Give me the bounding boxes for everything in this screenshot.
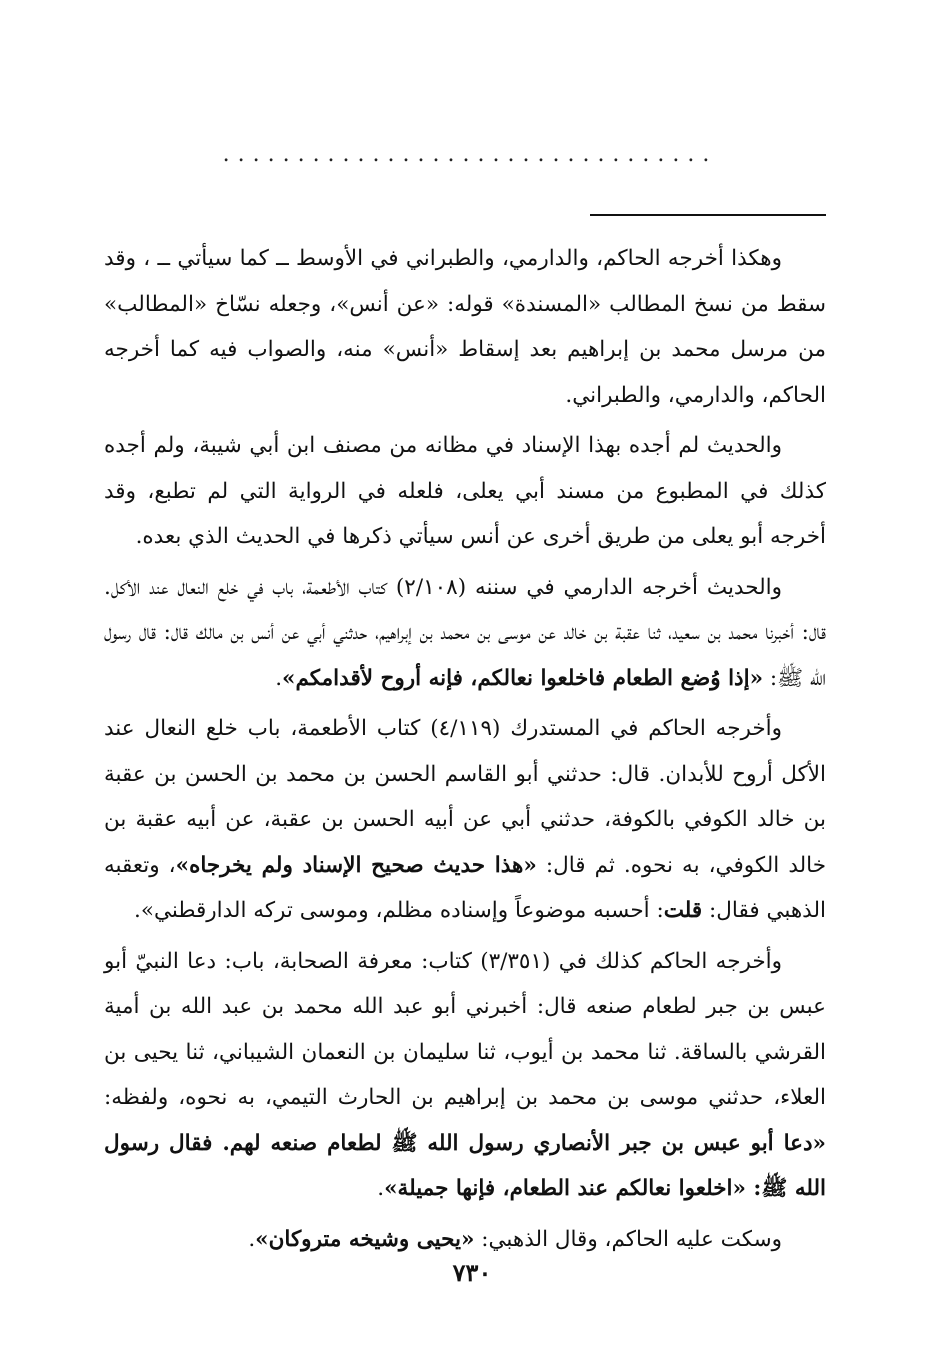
paragraph-text: . [275, 665, 283, 691]
paragraph-3 [104, 565, 826, 702]
paragraph-text: وأخرجه الحاكم كذلك في (٣/٣٥١) كتاب: معرفة الصحابة، باب: دعا النبيّ أبو عبس بن جبر لطعام صنعه قال: أخبرني أبو عبد الله محمد بن عبد الله بن أمية القرشي بالساقة. ثنا محمد بن أيوب، ثنا سليمان بن النعمان الشيباني، ثنا يحيى بن العلاء، حدثني موسى بن محمد بن إبراهيم بن الحارث التيمي، به نحوه، ولفظه: [104, 948, 826, 1110]
dotted-separator: ................................. [222, 142, 718, 167]
footnote-rule [590, 214, 826, 216]
paragraph-5 [104, 939, 826, 1212]
page-number: ٧٣٠ [452, 1258, 492, 1287]
paragraph-text: وسكت عليه الحاكم، وقال الذهبي: [474, 1226, 782, 1252]
paragraph-text: وهكذا أخرجه الحاكم، والدارمي، والطبراني في الأوسط ــ كما سيأتي ــ ، وقد سقط من نسخ المطالب «المسندة» قوله: «عن أنس»، وجعله نسّاخ «المطالب» من مرسل محمد بن إبراهيم بعد إسقاط «أنس» منه، والصواب فيه كما أخرجه الحاكم، والدارمي، والطبراني. [104, 246, 826, 408]
hadith-quote: «دعا أبو عبس بن جبر الأنصاري رسول الله ﷺ لطعام صنعه لهم. فقال رسول الله ﷺ: «اخلعوا نعالكم عند الطعام، فإنها جميلة» [104, 1130, 826, 1201]
paragraph-text: . [377, 1176, 385, 1201]
paragraph-text: وأخرجه الحاكم في المستدرك (٤/١١٩) كتاب الأطعمة، باب خلع النعال عند الأكل أروح للأبدان. قال: حدثني أبو القاسم الحسن بن محمد بن الحسن بن عقبة بن خالد الكوفي بالكوفة، حدثني أبي عن أبيه الحسن بن عقبة، عن أبيه عقبة بن خالد الكوفي، به نحوه. ثم قال: [104, 716, 826, 878]
footnote-body [104, 236, 826, 1267]
paragraph-text: ، وتعقبه الذهبي فقال: [104, 852, 826, 923]
paragraph-text: : أحسبه موضوعاً وإسناده مظلم، وموسى تركه الدارقطني». [133, 898, 664, 923]
hadith-quote: «إذا وُضع الطعام فاخلعوا نعالكم، فإنه أروح لأقدامكم» [282, 665, 764, 691]
paragraph-6 [104, 1217, 826, 1263]
paragraph-1 [104, 236, 826, 418]
paragraph-4 [104, 706, 826, 934]
dhahabi-quote: «يحيى وشيخه متروكان» [255, 1226, 475, 1252]
dhahabi-label: قلت [663, 898, 703, 923]
paragraph-2 [104, 423, 826, 560]
hakim-quote: «هذا حديث صحيح الإسناد ولم يخرجاه» [175, 852, 537, 878]
paragraph-text: والحديث لم أجده بهذا الإسناد في مظانه من مصنف ابن أبي شيبة، ولم أجده كذلك في المطبوع من مسند أبي يعلى، فلعله في الرواية التي لم تطبع، وقد أخرجه أبو يعلى من طريق أخرى عن أنس سيأتي ذكرها في الحديث الذي بعده. [104, 433, 826, 549]
paragraph-text: والحديث أخرجه الدارمي في سننه (٢/١٠٨) كتاب الأطعمة، باب في خلع النعال عند الأكل. قال: أخبرنا محمد بن سعيد، ثنا عقبة بن خالد عن موسى بن محمد بن إبراهيم، حدثني أبي عن أنس بن مالك قال: قال رسول الله ﷺ: [104, 574, 826, 691]
paragraph-text: . [248, 1226, 256, 1252]
